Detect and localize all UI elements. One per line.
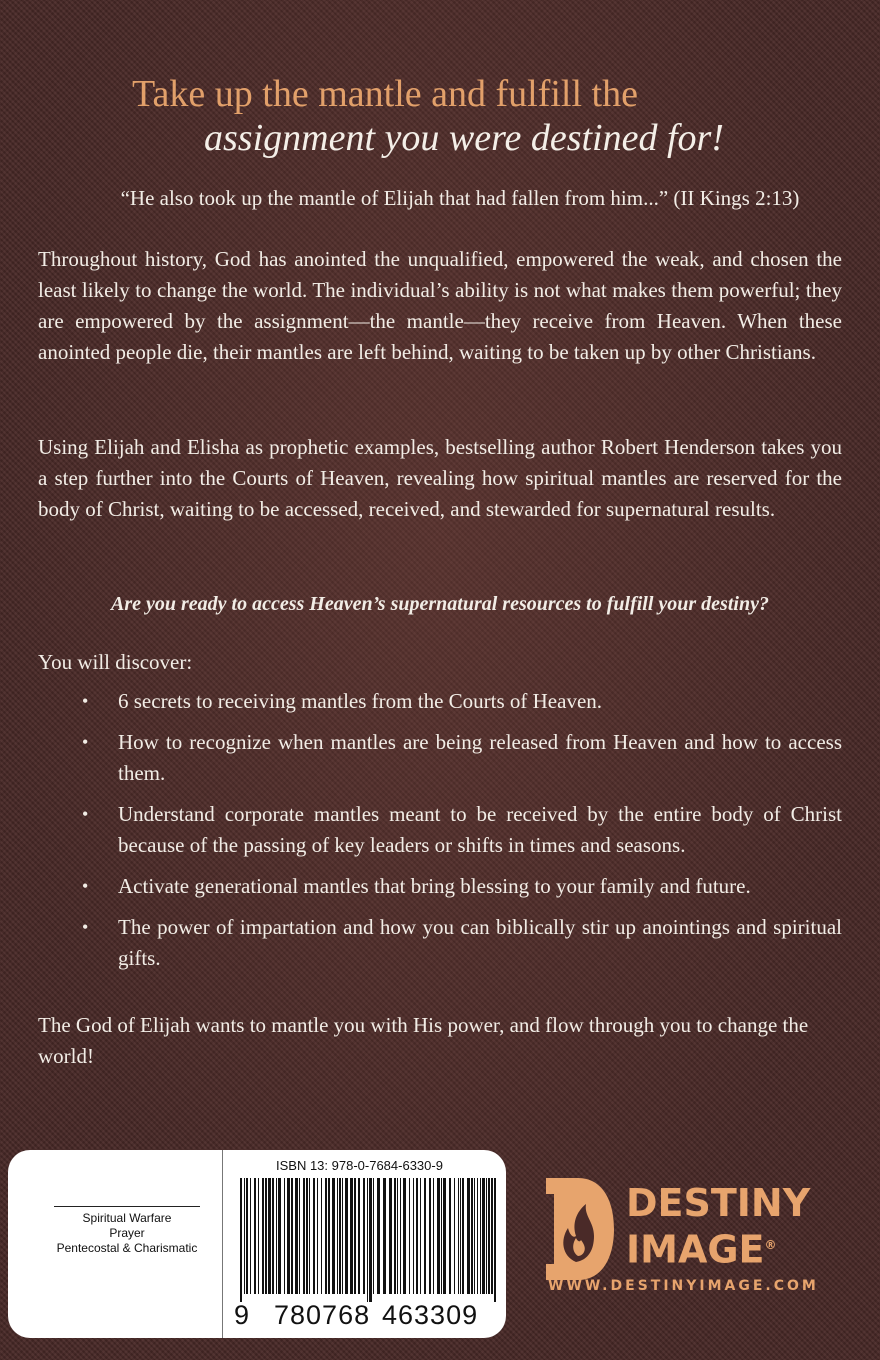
isbn-label: ISBN 13: 978-0-7684-6330-9 xyxy=(276,1158,443,1173)
list-item-text: The power of impartation and how you can biblically stir up anointings and spiritual gifts. xyxy=(118,915,842,970)
category-label: Pentecostal & Charismatic xyxy=(56,1241,198,1255)
bullet-icon: • xyxy=(82,917,89,937)
ean-right-group: 463309 xyxy=(382,1300,479,1330)
ean-lead-digit: 9 xyxy=(234,1300,251,1330)
bullet-icon: • xyxy=(82,732,89,752)
registered-mark: ® xyxy=(764,1238,777,1252)
ean-left-group: 780768 xyxy=(274,1300,371,1330)
closing-statement: The God of Elijah wants to mantle you with His power, and flow through you to change the world! xyxy=(38,1013,809,1068)
list-item xyxy=(38,871,842,902)
list-item-text: Understand corporate mantles meant to be received by the entire body of Christ because of the passing of key leaders or shifts in times and seasons. xyxy=(118,802,842,857)
category-label: Spiritual Warfare xyxy=(82,1211,172,1225)
publisher-name-line-2 xyxy=(626,1224,810,1271)
publisher-name-line-2-text: IMAGE xyxy=(626,1227,765,1272)
list-item-text: Activate generational mantles that bring blessing to your family and future. xyxy=(118,874,751,898)
bullet-icon: • xyxy=(82,691,89,711)
discover-intro: You will discover: xyxy=(38,650,193,674)
headline-line-1: Take up the mantle and fulfill the xyxy=(132,73,638,115)
bullet-icon: • xyxy=(82,876,89,896)
author-paragraph: Using Elijah and Elisha as prophetic examples, bestselling author Robert Henderson takes you a step further into the Courts of Heaven, revealing how spiritual mantles are reserved for the body of Christ, waiting to be accessed, received, and stewarded for supernatural results. xyxy=(38,435,842,521)
bullet-icon: • xyxy=(82,804,89,824)
publisher-url: WWW.DESTINYIMAGE.COM xyxy=(548,1278,819,1294)
publisher-name-line-1: DESTINY xyxy=(626,1181,811,1225)
flame-d-logo-icon xyxy=(544,1176,616,1282)
intro-paragraph: Throughout history, God has anointed the unqualified, empowered the weak, and chosen the least likely to change the world. The individual’s ability is not what makes them powerful; they are empowered by the assignment—the mantle—they receive from Heaven. When these anointed people die, their mantles are left behind, waiting to be taken up by other Christians. xyxy=(38,247,842,364)
discover-list xyxy=(38,686,842,984)
category-list xyxy=(54,1206,200,1256)
category-label: Prayer xyxy=(109,1226,145,1240)
list-item xyxy=(38,912,842,974)
barcode-divider xyxy=(222,1150,223,1338)
headline-line-2: assignment you were destined for! xyxy=(204,117,724,159)
list-item xyxy=(38,686,842,717)
callout-question: Are you ready to access Heaven’s supernatural resources to fulfill your destiny? xyxy=(111,593,769,615)
headline xyxy=(132,72,832,160)
barcode-panel xyxy=(8,1150,506,1338)
list-item-text: How to recognize when mantles are being released from Heaven and how to access them. xyxy=(118,730,842,785)
scripture-quote: “He also took up the mantle of Elijah that had fallen from him...” (II Kings 2:13) xyxy=(120,186,800,210)
publisher-name xyxy=(626,1182,810,1271)
list-item xyxy=(38,799,842,861)
publisher-logo xyxy=(544,1176,844,1306)
list-item-text: 6 secrets to receiving mantles from the Courts of Heaven. xyxy=(118,689,603,713)
barcode-icon xyxy=(240,1178,498,1302)
list-item xyxy=(38,727,842,789)
